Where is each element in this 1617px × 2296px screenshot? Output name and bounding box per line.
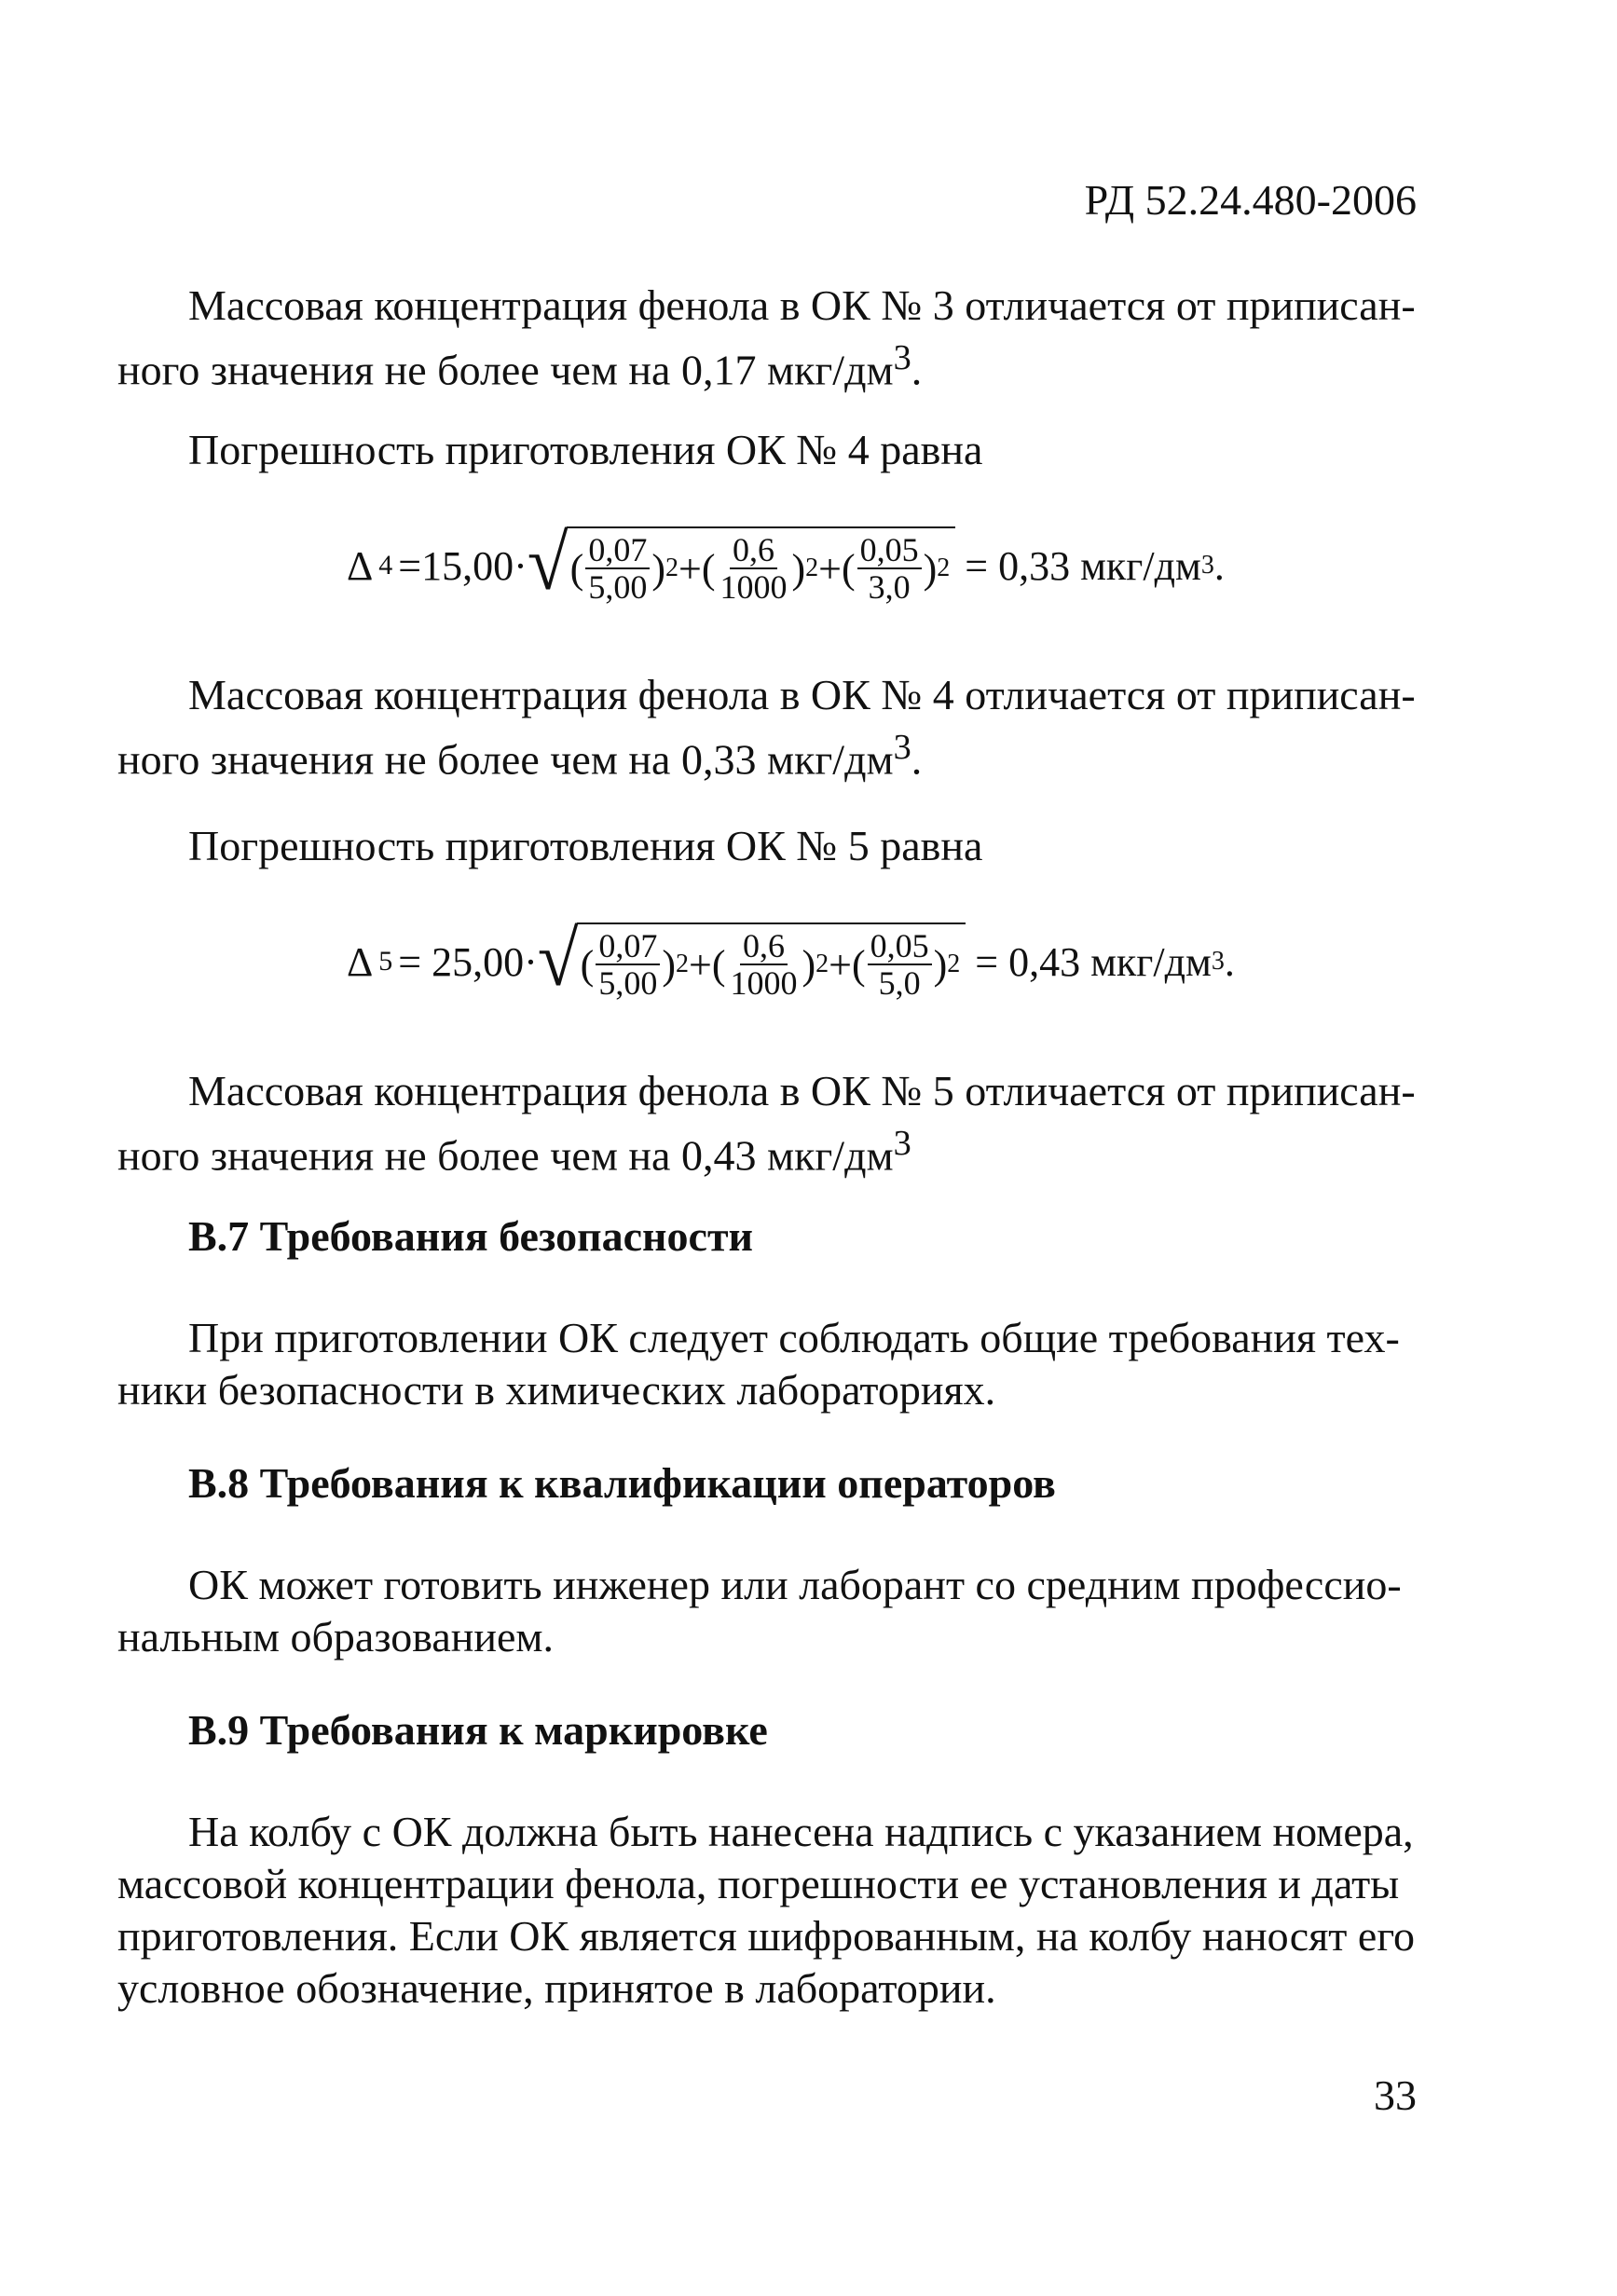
paragraph-text: Погрешность приготовления ОК № 5 равна	[188, 822, 983, 869]
numerator: 0,05	[868, 928, 932, 965]
paragraph-safety	[117, 1312, 1422, 1416]
radicand: ( $\frac{0,07}{5,00}$ ) 2 + ( $\frac{0,6}{1000}$ ) 2 + ( $\frac{0,05}{3,0}$ ) 2	[567, 526, 956, 605]
delta-symbol: Δ	[347, 938, 374, 985]
fraction	[596, 928, 660, 1001]
formula-result: = 0,43 мкг/дм	[975, 938, 1212, 985]
power: 2	[947, 950, 961, 978]
result-exponent: 3	[1211, 947, 1225, 976]
numerator: 0,07	[596, 928, 660, 965]
fraction	[727, 928, 800, 1001]
period: .	[911, 346, 923, 394]
document-code: РД 52.24.480-2006	[1084, 176, 1417, 224]
period: .	[1213, 542, 1225, 589]
power: 2	[675, 950, 689, 978]
paragraph-ok5-concentration	[117, 1065, 1422, 1182]
formula-prefix: = 25,00·	[398, 938, 538, 985]
plus: +	[678, 545, 702, 592]
numerator: 0,07	[585, 532, 650, 569]
paragraph-text: На колбу с ОК должна быть нанесена надпись с указанием номера,	[188, 1808, 1414, 1855]
result-exponent: 3	[1200, 551, 1214, 580]
paragraph-ok5-error-intro	[117, 820, 1422, 872]
paragraph-qualification	[117, 1559, 1422, 1663]
denominator: 1000	[730, 964, 798, 1002]
formula-delta5	[347, 916, 1235, 1004]
fraction	[857, 532, 922, 605]
fraction	[585, 532, 650, 605]
paragraph-text: ОК может готовить инженер или лаборант со средним профессио-	[188, 1561, 1402, 1608]
heading-b8: В.8 Требования к квалификации операторов	[188, 1459, 1056, 1507]
paragraph-text: ного значения не более чем на 0,43 мкг/дм	[117, 1131, 894, 1180]
numerator: 0,05	[857, 532, 922, 569]
paragraph-marking	[117, 1806, 1422, 2015]
power: 2	[937, 554, 951, 582]
denominator: 5,00	[588, 568, 648, 606]
formula-delta4	[347, 520, 1225, 608]
superscript: 3	[893, 728, 911, 767]
formula-result: = 0,33 мкг/дм	[965, 542, 1201, 589]
paragraph-text: Массовая концентрация фенола в ОК № 5 отличается от приписан-	[188, 1067, 1416, 1114]
radical-sign: √	[537, 916, 579, 1004]
power: 2	[805, 554, 819, 582]
paragraph-ok4-error-intro	[117, 424, 1422, 476]
superscript: 3	[893, 338, 911, 377]
paragraph-text: массовой концентрации фенола, погрешности ее установления и даты	[117, 1860, 1400, 1907]
denominator: 1000	[719, 568, 788, 606]
paragraph-text: нальным образованием.	[117, 1613, 555, 1660]
paragraph-text: Погрешность приготовления ОК № 4 равна	[188, 426, 983, 473]
heading-b9: В.9 Требования к маркировке	[188, 1706, 768, 1754]
paragraph-text: приготовления. Если ОК является шифрованным, на колбу наносят его	[117, 1912, 1416, 1960]
paragraph-ok3-concentration	[117, 280, 1422, 396]
delta-index: 5	[378, 946, 393, 977]
paragraph-text: ного значения не более чем на 0,33 мкг/дм	[117, 735, 894, 784]
square-root	[537, 916, 966, 1004]
square-root	[527, 520, 956, 608]
plus: +	[829, 941, 852, 988]
period: .	[911, 735, 923, 784]
delta-index: 4	[378, 550, 393, 581]
denominator: 3,0	[868, 568, 911, 606]
paragraph-text: Массовая концентрация фенола в ОК № 3 отличается от приписан-	[188, 281, 1416, 329]
heading-b7: В.7 Требования безопасности	[188, 1212, 754, 1260]
formula-prefix: =15,00·	[398, 542, 528, 589]
power: 2	[665, 554, 678, 582]
radical-sign: √	[527, 520, 569, 608]
delta-symbol: Δ	[347, 542, 374, 589]
fraction	[868, 928, 932, 1001]
period: .	[1224, 938, 1235, 985]
plus: +	[818, 545, 842, 592]
radicand: ( $\frac{0,07}{5,00}$ ) 2 + ( $\frac{0,6}{1000}$ ) 2 + ( $\frac{0,05}{5,0}$ ) 2	[577, 922, 966, 1001]
plus: +	[688, 941, 712, 988]
page-number: 33	[1374, 2071, 1417, 2119]
numerator: 0,6	[740, 928, 788, 965]
paragraph-text: ники безопасности в химических лабораториях.	[117, 1366, 996, 1414]
paragraph-text: Массовая концентрация фенола в ОК № 4 отличается от приписан-	[188, 671, 1416, 718]
denominator: 5,0	[878, 964, 921, 1002]
numerator: 0,6	[730, 532, 777, 569]
denominator: 5,00	[598, 964, 658, 1002]
superscript: 3	[893, 1124, 911, 1163]
paragraph-text: ного значения не более чем на 0,17 мкг/дм	[117, 346, 894, 394]
fraction	[717, 532, 789, 605]
paragraph-ok4-concentration	[117, 669, 1422, 786]
paragraph-text: При приготовлении ОК следует соблюдать общие требования тех-	[188, 1314, 1400, 1361]
paragraph-text: условное обозначение, принятое в лаборатории.	[117, 1964, 996, 2012]
power: 2	[815, 950, 829, 978]
